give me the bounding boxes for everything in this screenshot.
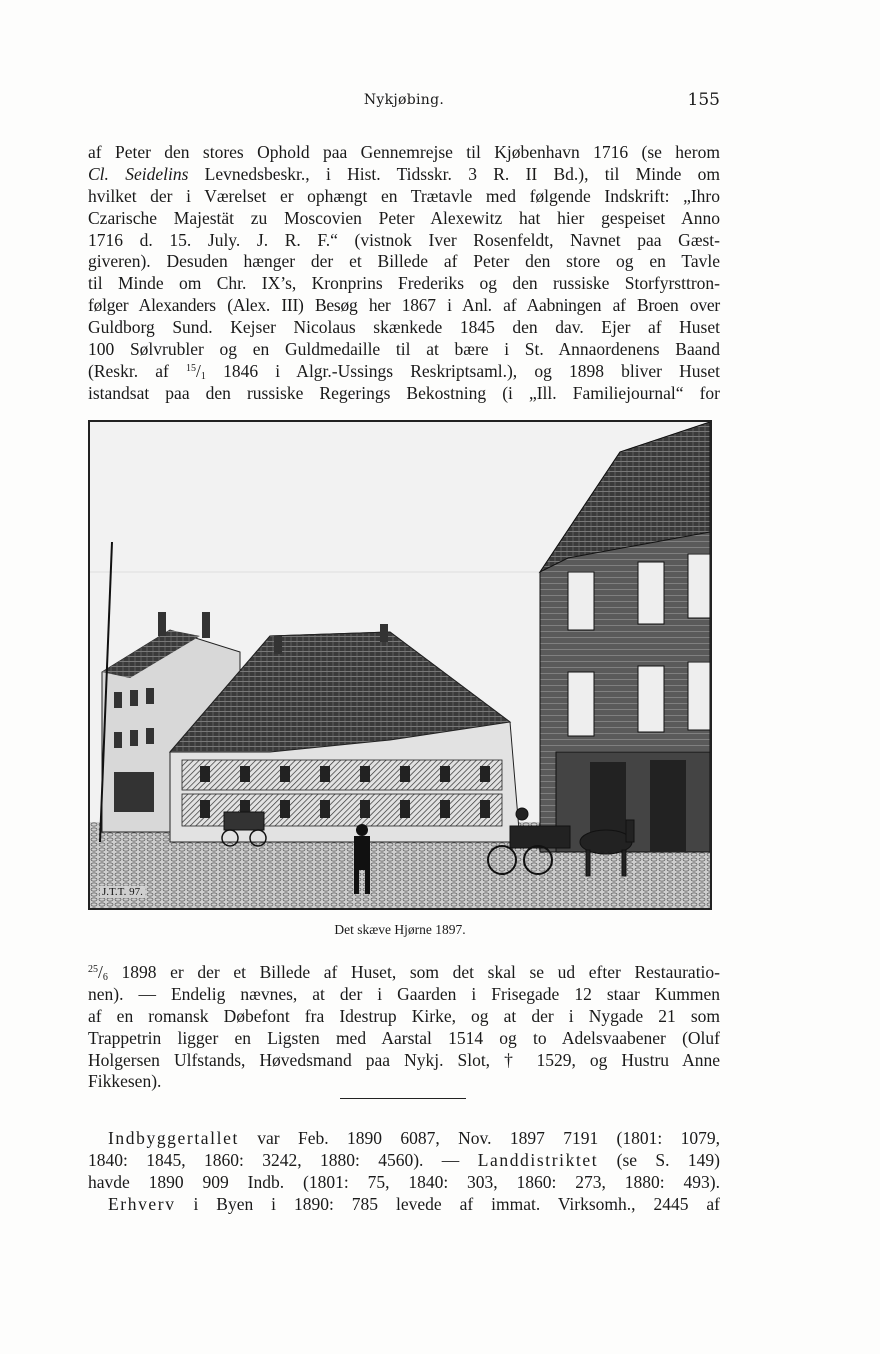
text-line: Erhverv i Byen i 1890: 785 levede af immat. Virksomh., 2445 af xyxy=(108,1193,720,1214)
text-line: følger Alexanders (Alex. III) Besøg her 1867 i Anl. af Aabningen af Broen over xyxy=(88,295,720,316)
running-head-title: Nykjøbing. xyxy=(363,92,445,108)
text-line: hvilket der i Værelset er ophængt en Trætavle med følgende Indskrift: „Ihro xyxy=(88,185,720,206)
text-line: nen). — Endelig nævnes, at der i Gaarden i Frisegade 12 staar Kummen xyxy=(88,983,720,1004)
running-head xyxy=(88,92,720,116)
engraving-illustration xyxy=(88,420,712,910)
street-scene-engraving xyxy=(90,422,710,908)
book-page xyxy=(88,0,720,1354)
text-line: $^{25}/_6$ 1898 er der et Billede af Huset, som det skal se ud efter Restauratio- xyxy=(88,962,720,983)
paragraph-peter-visit xyxy=(88,142,720,405)
section-divider xyxy=(340,1098,466,1099)
text-line: Guldborg Sund. Kejser Nicolaus skænkede 1845 den dav. Ejer af Huset xyxy=(88,317,720,338)
text-line: (Reskr. af $^{15}/_1$ 1846 i Algr.-Ussings Reskriptsaml.), og 1898 bliver Huset xyxy=(88,360,720,382)
text-line: 1840: 1845, 1860: 3242, 1880: 4560). — Landdistriktet (se S. 149) xyxy=(88,1149,720,1170)
text-line: til Minde om Chr. IX’s, Kronprins Frederiks og den russiske Storfyrsttron- xyxy=(88,273,720,294)
text-line: Indbyggertallet var Feb. 1890 6087, Nov. 1897 7191 (1801: 1079, xyxy=(108,1128,720,1148)
text-line: af Peter den stores Ophold paa Gennemrejse til Kjøbenhavn 1716 (se herom xyxy=(88,142,720,162)
text-line: istandsat paa den russiske Regerings Bekostning (i „Ill. Familiejournal“ for xyxy=(88,382,720,403)
engraver-signature: J.T.T. 97. xyxy=(102,886,143,898)
text-line: Holgersen Ulfstands, Høvedsmand paa Nykj. Slot, † 1529, og Hustru Anne xyxy=(88,1049,720,1070)
text-line: Czarische Majestät zu Moscovien Peter Alexewitz hat hier gespeiset Anno xyxy=(88,207,720,228)
page-number: 155 xyxy=(687,90,720,110)
text-line: Trappetrin ligger en Ligsten med Aarstal 1514 og to Adelsvaabener (Oluf xyxy=(88,1027,720,1048)
text-line: af en romansk Døbefont fra Idestrup Kirke, og at der i Nygade 21 som xyxy=(88,1005,720,1026)
text-line: Fikkesen). xyxy=(88,1071,162,1092)
text-line: havde 1890 909 Indb. (1801: 75, 1840: 303, 1860: 273, 1880: 493). xyxy=(88,1171,720,1192)
text-line: 1716 d. 15. July. J. R. F.“ (vistnok Iver Rosenfeldt, Navnet paa Gæst- xyxy=(88,229,720,250)
paragraph-population xyxy=(88,1128,720,1216)
paragraph-restoration xyxy=(88,962,720,1093)
text-line: giveren). Desuden hænger der et Billede af Peter den store og en Tavle xyxy=(88,251,720,272)
figure-caption: Det skæve Hjørne 1897. xyxy=(334,922,466,937)
text-line: 100 Sølvrubler og en Guldmedaille til at bære i St. Annaordenens Baand xyxy=(88,339,720,360)
text-line: Cl. Seidelins Levnedsbeskr., i Hist. Tidsskr. 3 R. II Bd.), til Minde om xyxy=(88,163,721,184)
italic-author: Cl. Seidelins xyxy=(88,163,189,184)
